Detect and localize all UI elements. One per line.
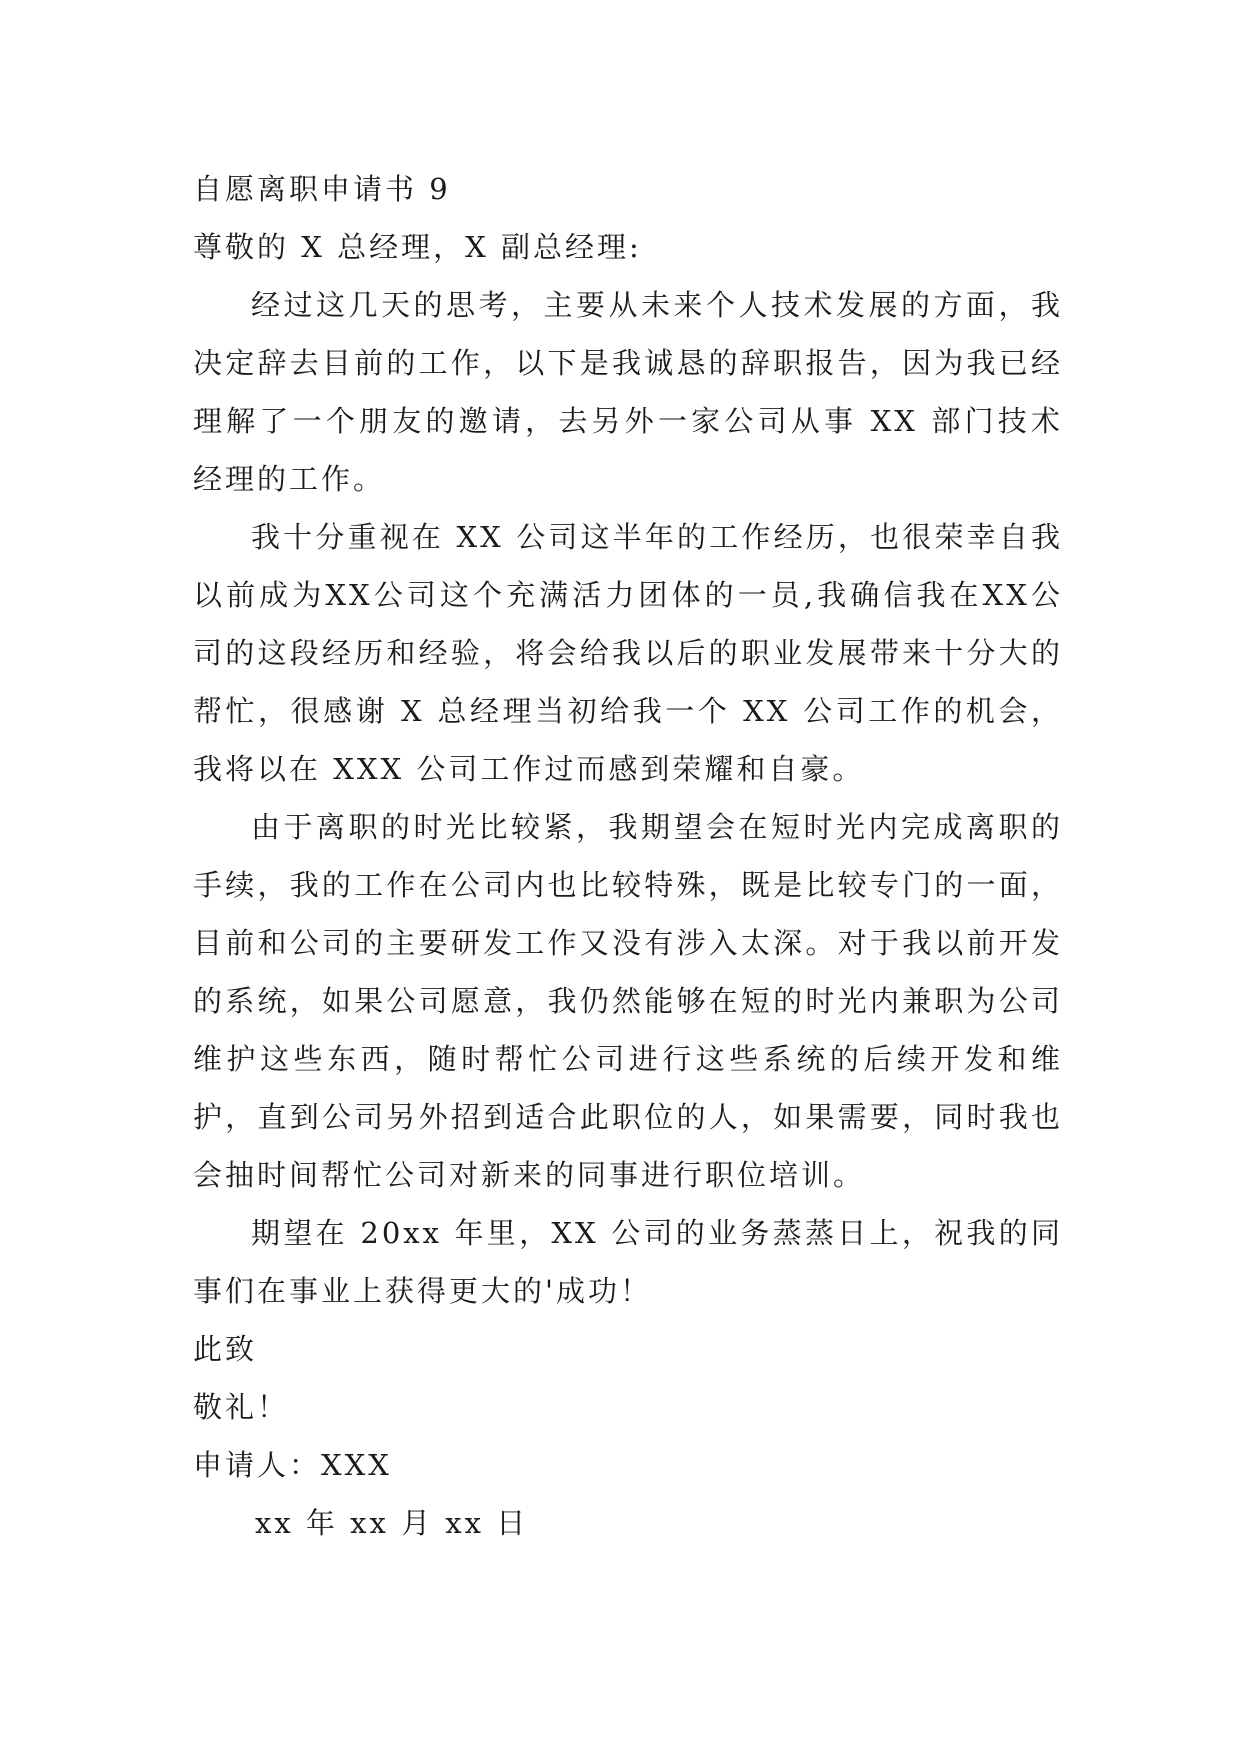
paragraph-gratitude: 我十分重视在 XX 公司这半年的工作经历，也很荣幸自我以前成为XX公司这个充满活力团体的一员,我确信我在XX公司的这段经历和经验，将会给我以后的职业发展带来十分大的帮忙，很感谢 X 总经理当初给我一个 XX 公司工作的机会，我将以在 XXX 公司工作过而感到荣耀和自豪。 [193,520,1063,786]
letter-date: xx 年 xx 月 xx 日 [255,1506,529,1540]
paragraph-reason: 经过这几天的思考，主要从未来个人技术发展的方面，我决定辞去目前的工作，以下是我诚恳的辞职报告，因为我已经理解了一个朋友的邀请，去另外一家公司从事 XX 部门技术经理的工作。 [193,288,1063,496]
salutation: 尊敬的 X 总经理，X 副总经理: [193,230,642,264]
paragraph-handover: 由于离职的时光比较紧，我期望会在短时光内完成离职的手续，我的工作在公司内也比较特殊，既是比较专门的一面，目前和公司的主要研发工作又没有涉入太深。对于我以前开发的系统，如果公司愿意，我仍然能够在短的时光内兼职为公司维护这些东西，随时帮忙公司进行这些系统的后续开发和维护，直到公司另外招到适合此职位的人，如果需要，同时我也会抽时间帮忙公司对新来的同事进行职位培训。 [193,810,1063,1192]
closing-greeting: 此致 [193,1332,258,1366]
document-title: 自愿离职申请书 9 [193,172,451,206]
paragraph-wishes: 期望在 20xx 年里，XX 公司的业务蒸蒸日上，祝我的同事们在事业上获得更大的'成功！ [193,1216,1063,1308]
applicant-signature: 申请人：XXX [193,1448,392,1482]
closing-salute: 敬礼！ [193,1390,290,1424]
letter-body [193,160,1063,1552]
